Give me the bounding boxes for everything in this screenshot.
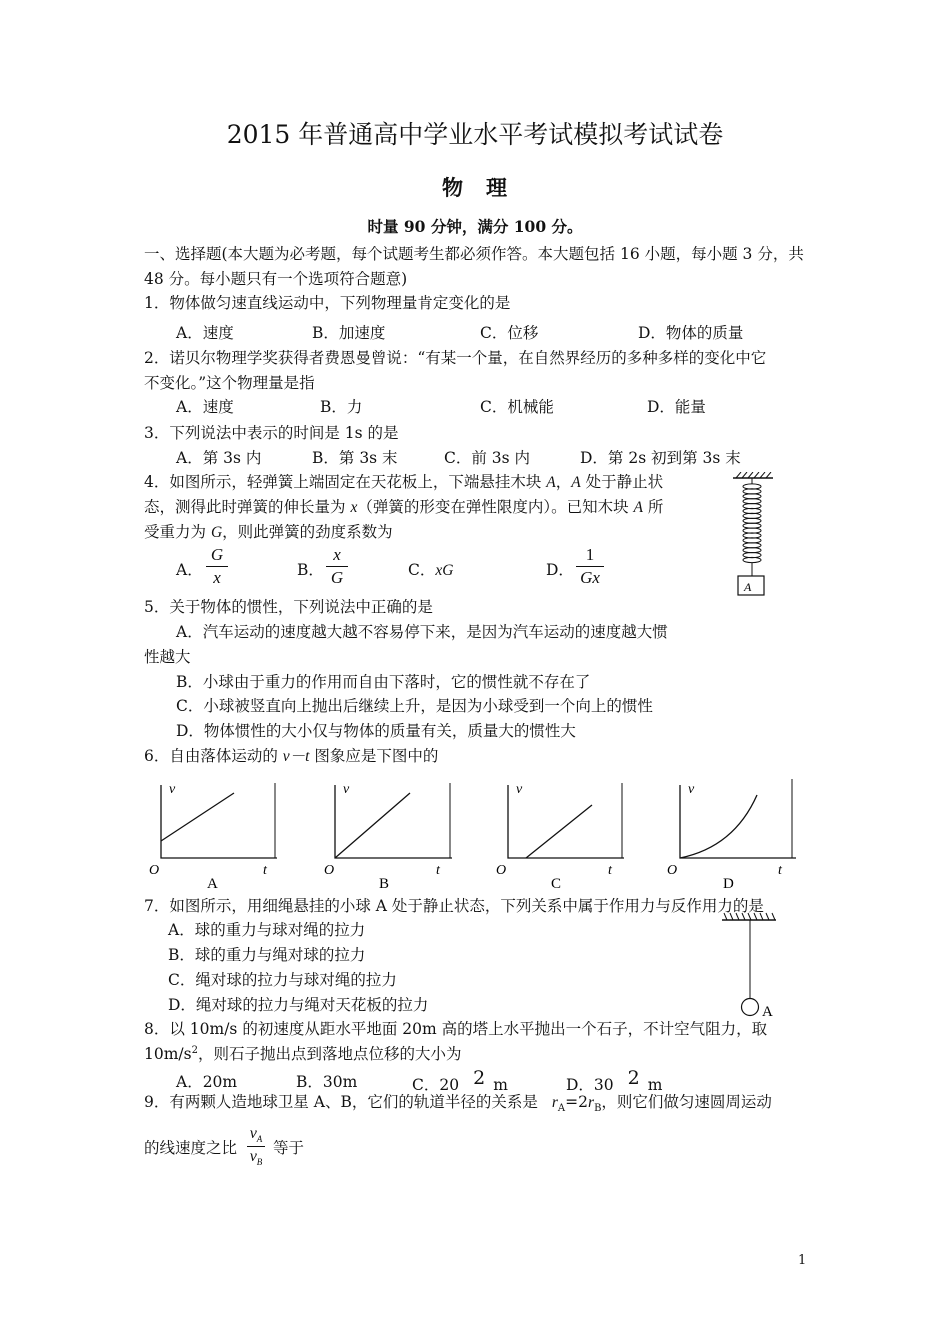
- axis-label-t: t: [263, 863, 267, 878]
- section-intro-line2: 48 分。每小题只有一个选项符合题意): [144, 270, 408, 288]
- q3-stem: 3．下列说法中表示的时间是 1s 的是: [144, 424, 399, 442]
- q8-stem-line2: $10m/s^2$，则石子抛出点到落地点位移的大小为: [144, 1045, 462, 1064]
- q4-option-d-fraction: 1 Gx: [576, 545, 604, 587]
- origin-label: O: [667, 863, 678, 878]
- q9-stem-line2-a: 的线速度之比: [144, 1139, 238, 1157]
- q1-option-c: C．位移: [480, 324, 539, 342]
- q1-stem: 1．物体做匀速直线运动中，下列物理量肯定变化的是: [144, 294, 511, 312]
- q4-stem-line2: 态，测得此时弹簧的伸长量为 x（弹簧的形变在弹性限度内）。已知木块 A 所: [144, 498, 664, 516]
- section-intro-line1: 一、选择题(本大题为必考题，每个试题考生都必须作答。本大题包括 16 小题，每小题 3 分，共: [144, 245, 804, 263]
- q4-stem-line3: 受重力为 G，则此弹簧的劲度系数为: [144, 523, 393, 541]
- graph-label-d: D: [723, 876, 734, 892]
- graph-label-b: B: [379, 876, 390, 892]
- q7-option-b: B．球的重力与绳对球的拉力: [168, 946, 366, 964]
- graph-label-c: C: [551, 876, 562, 892]
- q2-stem-line1: 2．诺贝尔物理学奖获得者费恩曼曾说：“有某一个量，在自然界经历的多种多样的变化中它: [144, 349, 767, 367]
- q6-stem: 6．自由落体运动的 v－t 图象应是下图中的: [144, 747, 439, 765]
- q3-option-b: B．第 3s 末: [312, 449, 398, 467]
- axis-label-v: v: [688, 782, 695, 797]
- origin-label: O: [149, 863, 160, 878]
- q8-option-b: B．30m: [296, 1073, 358, 1091]
- page-number: 1: [798, 1253, 807, 1268]
- q2-option-b: B．力: [320, 398, 363, 416]
- vt-graph-b: [320, 775, 460, 893]
- time-note: 时量 90 分钟，满分 100 分。: [367, 217, 583, 236]
- q7-stem: 7．如图所示，用细绳悬挂的小球 A 处于静止状态，下列关系中属于作用力与反作用力的是: [144, 897, 764, 915]
- axis-label-v: v: [516, 782, 523, 797]
- q2-stem-line2: 不变化。”这个物理量是指: [144, 374, 315, 392]
- vt-graph-d: [664, 775, 804, 893]
- q3-option-a: A．第 3s 内: [176, 449, 262, 467]
- q4-option-d-label: D．: [546, 561, 574, 579]
- q9-stem-line1: 9．有两颗人造地球卫星 A、B，它们的轨道半径的关系是 $r_A=2r_B$，则它们做匀速圆周运动: [144, 1093, 772, 1115]
- q5-option-a-line2: 性越大: [144, 648, 191, 666]
- q7-option-c: C．绳对球的拉力与球对绳的拉力: [168, 971, 397, 989]
- q4-option-a-label: A．: [176, 561, 203, 579]
- q4-option-c: C．xG: [408, 561, 454, 579]
- q5-option-a-line1: A．汽车运动的速度越大越不容易停下来，是因为汽车运动的速度越大惯: [176, 623, 668, 641]
- graph-label-a: A: [207, 876, 218, 892]
- spring-figure: [728, 472, 778, 598]
- q2-option-c: C．机械能: [480, 398, 554, 416]
- q5-option-d: D．物体惯性的大小仅与物体的质量有关，质量大的惯性大: [176, 722, 576, 740]
- axis-label-t: t: [778, 863, 782, 878]
- axis-label-v: v: [169, 782, 176, 797]
- q2-option-d: D．能量: [647, 398, 706, 416]
- q3-option-d: D．第 2s 初到第 3s 末: [580, 449, 741, 467]
- q4-option-b-fraction: x G: [326, 545, 348, 587]
- q8-stem-line1: 8．以 10m/s 的初速度从距水平地面 20m 高的塔上水平抛出一个石子，不计空气阻力，取: [144, 1020, 768, 1038]
- origin-label: O: [496, 863, 507, 878]
- q8-option-d: D．30 2 m: [566, 1067, 663, 1094]
- subject-heading: 物 理: [442, 175, 508, 200]
- q5-option-c: C．小球被竖直向上抛出后继续上升，是因为小球受到一个向上的惯性: [176, 697, 653, 715]
- q9-velocity-ratio: $v_A$ $v_B$: [247, 1125, 265, 1167]
- q1-option-a: A．速度: [176, 324, 234, 342]
- block-a-label: A: [744, 580, 752, 594]
- q9-stem-line2-b: 等于: [273, 1139, 305, 1157]
- vt-graph-c: [492, 775, 632, 893]
- origin-label: O: [324, 863, 335, 878]
- q5-stem: 5．关于物体的惯性，下列说法中正确的是: [144, 598, 433, 616]
- q4-stem-line1: 4．如图所示，轻弹簧上端固定在天花板上，下端悬挂木块 A，A 处于静止状: [144, 473, 664, 491]
- q4-option-b-label: B．: [297, 561, 324, 579]
- q3-option-c: C．前 3s 内: [444, 449, 531, 467]
- ball-a-label: A: [762, 1004, 773, 1020]
- q7-option-a: A．球的重力与球对绳的拉力: [168, 921, 366, 939]
- q7-option-d: D．绳对球的拉力与绳对天花板的拉力: [168, 996, 429, 1014]
- q1-option-b: B．加速度: [312, 324, 386, 342]
- q1-option-d: D．物体的质量: [638, 324, 744, 342]
- q2-option-a: A．速度: [176, 398, 234, 416]
- vt-graph-a: [145, 775, 285, 893]
- axis-label-t: t: [436, 863, 440, 878]
- axis-label-t: t: [608, 863, 612, 878]
- q5-option-b: B．小球由于重力的作用而自由下落时，它的惯性就不存在了: [176, 673, 591, 691]
- q4-option-a-fraction: G x: [206, 545, 228, 587]
- q8-option-a: A．20m: [176, 1073, 238, 1091]
- page-title: 2015 年普通高中学业水平考试模拟考试试卷: [226, 120, 724, 149]
- q8-option-c: C．20 2 m: [412, 1067, 508, 1094]
- axis-label-v: v: [343, 782, 350, 797]
- ball-a: [742, 999, 759, 1016]
- hanging-ball-figure: [718, 912, 780, 1020]
